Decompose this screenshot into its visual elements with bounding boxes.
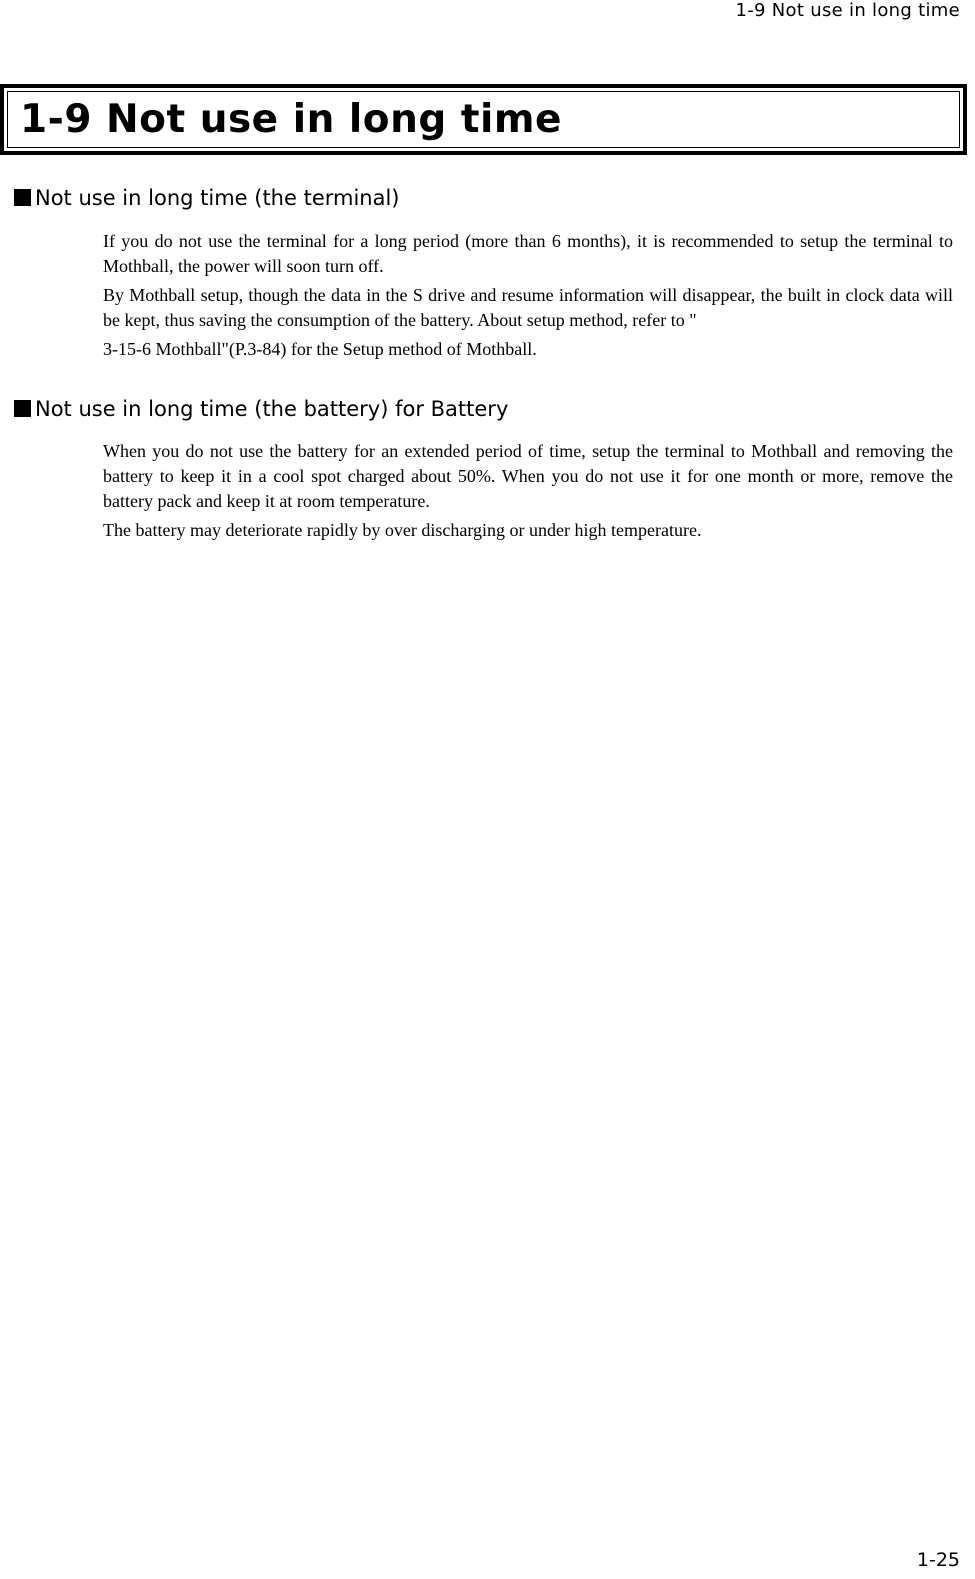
paragraph: 3-15-6 Mothball"(P.3-84) for the Setup method of Mothball. <box>103 339 537 359</box>
section-body-battery <box>103 439 953 547</box>
square-bullet-icon <box>14 400 31 417</box>
section-heading-battery-text: Not use in long time (the battery) for Battery <box>35 397 509 421</box>
paragraph: If you do not use the terminal for a long period (more than 6 months), it is recommended to setup the terminal to Mothball, the power will soon turn off. <box>103 231 953 276</box>
section-heading-terminal-text: Not use in long time (the terminal) <box>35 186 400 210</box>
section-heading-battery <box>14 396 508 422</box>
section-body-terminal <box>103 229 953 366</box>
paragraph: When you do not use the battery for an extended period of time, setup the terminal to Mothball and removing the battery to keep it in a cool spot charged about 50%. When you do not use it for one month or more, remove the battery pack and keep it at room temperature. <box>103 441 953 511</box>
paragraph: By Mothball setup, though the data in the S drive and resume information will disappear, the built in clock data will be kept, thus saving the consumption of the battery. About setup method, refer to " <box>103 285 953 330</box>
chapter-title: 1-9 Not use in long time <box>20 97 562 142</box>
paragraph: The battery may deteriorate rapidly by over discharging or under high temperature. <box>103 520 702 540</box>
chapter-title-box <box>0 84 967 155</box>
square-bullet-icon <box>14 189 31 206</box>
page-number: 1-25 <box>916 1549 960 1571</box>
section-heading-terminal <box>14 185 400 211</box>
running-header: 1-9 Not use in long time <box>735 0 960 21</box>
chapter-title-box-inner <box>7 91 960 148</box>
